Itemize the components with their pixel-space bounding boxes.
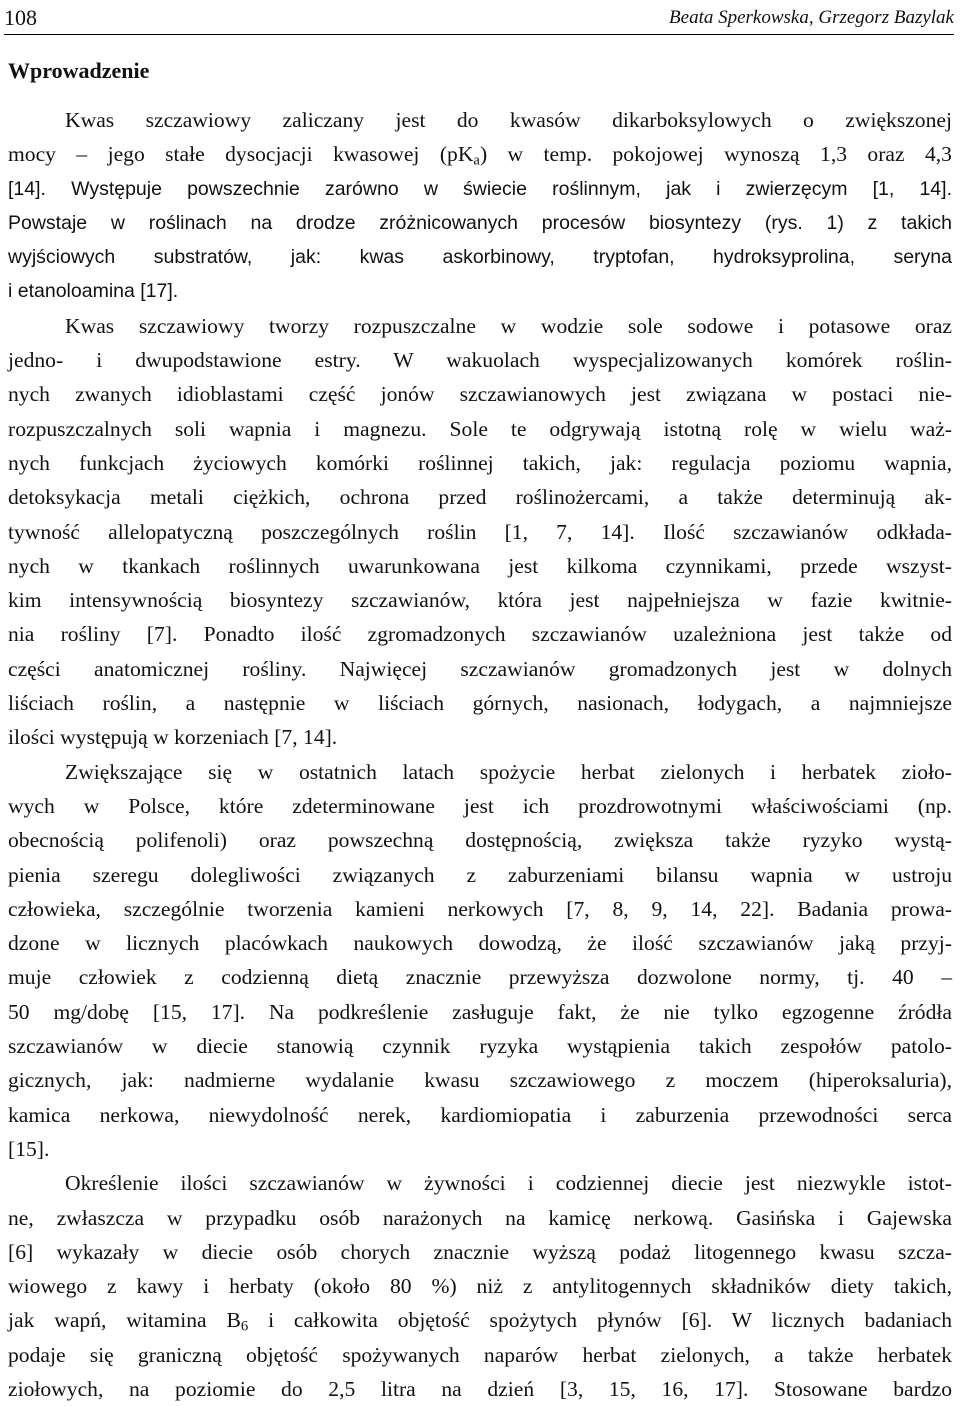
text-line: [15]. bbox=[8, 1136, 50, 1161]
text-line: dzone w licznych placówkach naukowych dowodzą, że ilość szczawianów jaką przyj- bbox=[8, 931, 952, 956]
text-line: części anatomicznej rośliny. Najwięcej szczawianów gromadzonych jest w dolnych bbox=[8, 656, 952, 681]
text-line: wyjściowych substratów, jak: kwas askorbinowy, tryptofan, hydroksyprolina, seryna bbox=[8, 246, 952, 269]
text-line: [6] wykazały w diecie osób chorych znacznie wyższą podaż litogennego kwasu szcza- bbox=[8, 1239, 952, 1264]
text-line: ne, zwłaszcza w przypadku osób narażonych na kamicę nerkową. Gasińska i Gajewska bbox=[8, 1205, 952, 1230]
text-line: Powstaje w roślinach na drodze zróżnicowanych procesów biosyntezy (rys. 1) z takich bbox=[8, 211, 952, 234]
text-fragment: ) w temp. pokojowej wynoszą 1,3 oraz 4,3 bbox=[479, 142, 952, 167]
text-fragment: mocy – jego stałe dysocjacji kwasowej (pK bbox=[8, 142, 474, 167]
text-line: ilości występują w korzeniach [7, 14]. bbox=[8, 725, 338, 750]
text-line: obecnością polifenoli) oraz powszechną dostępnością, zwiększa także ryzyko wystą- bbox=[8, 828, 952, 853]
text-line: kamica nerkowa, niewydolność nerek, kardiomiopatia i zaburzenia przewodności serca bbox=[8, 1102, 952, 1127]
text-line: kim intensywnością biosyntezy szczawianów, która jest najpełniejsza w fazie kwitnie- bbox=[8, 588, 952, 613]
body-text bbox=[8, 103, 952, 1406]
text-line: Zwiększające się w ostatnich latach spożycie herbat zielonych i herbatek zioło- bbox=[65, 759, 952, 784]
text-line bbox=[8, 137, 952, 171]
text-line: tywność allelopatyczną poszczególnych roślin [1, 7, 14]. Ilość szczawianów odkłada- bbox=[8, 519, 952, 544]
text-line: 50 mg/dobę [15, 17]. Na podkreślenie zasługuje fakt, że nie tylko egzogenne źródła bbox=[8, 999, 952, 1024]
text-line: człowieka, szczególnie tworzenia kamieni nerkowych [7, 8, 9, 14, 22]. Badania prowa- bbox=[8, 896, 952, 921]
text-line: wych w Polsce, które zdeterminowane jest ich prozdrowotnymi właściwościami (np. bbox=[8, 793, 952, 818]
subscript-a: a bbox=[473, 152, 480, 169]
subscript-6: 6 bbox=[240, 1319, 249, 1336]
page-number: 108 bbox=[4, 5, 37, 30]
text-line: jedno- i dwupodstawione estry. W wakuolach wyspecjalizowanych komórek roślin- bbox=[8, 348, 952, 373]
running-head bbox=[4, 0, 954, 35]
text-fragment: jak wapń, witamina B bbox=[8, 1308, 241, 1333]
text-line: rozpuszczalnych soli wapnia i magnezu. Sole te odgrywają istotną rolę w wielu waż- bbox=[8, 416, 952, 441]
text-line: ziołowych, na poziomie do 2,5 litra na dzień [3, 15, 16, 17]. Stosowane bardzo bbox=[8, 1376, 952, 1401]
text-line: nych zwanych idioblastami część jonów szczawianowych jest związana w postaci nie- bbox=[8, 382, 952, 407]
text-line: wiowego z kawy i herbaty (około 80 %) niż z antylitogennych składników diety takich, bbox=[8, 1274, 952, 1299]
text-line: szczawianów w diecie stanowią czynnik ryzyka wystąpienia takich zespołów patolo- bbox=[8, 1034, 952, 1059]
text-line: nych funkcjach życiowych komórki roślinnej takich, jak: regulacja poziomu wapnia, bbox=[8, 450, 952, 475]
text-line: [14]. Występuje powszechnie zarówno w świecie roślinnym, jak i zwierzęcym [1, 14]. bbox=[8, 177, 952, 200]
text-line: gicznych, jak: nadmierne wydalanie kwasu szczawiowego z moczem (hiperoksaluria), bbox=[8, 1068, 952, 1093]
text-line: podaje się graniczną objętość spożywanych naparów herbat zielonych, a także herbatek bbox=[8, 1342, 952, 1367]
text-fragment: i całkowita objętość spożytych płynów [6]. W licznych badaniach bbox=[248, 1308, 952, 1333]
text-line: Określenie ilości szczawianów w żywności i codziennej diecie jest niezwykle istot- bbox=[65, 1171, 952, 1196]
text-line: detoksykacja metali ciężkich, ochrona przed roślinożercami, a także determinują ak- bbox=[8, 485, 952, 510]
text-line: Kwas szczawiowy zaliczany jest do kwasów dikarboksylowych o zwiększonej bbox=[65, 108, 952, 132]
text-line: i etanoloamina [17]. bbox=[8, 280, 179, 303]
text-line: liściach roślin, a następnie w liściach górnych, nasionach, łodygach, a najmniejsze bbox=[8, 691, 952, 716]
text-line: Kwas szczawiowy tworzy rozpuszczalne w wodzie sole sodowe i potasowe oraz bbox=[65, 313, 952, 338]
text-line: nia rośliny [7]. Ponadto ilość zgromadzonych szczawianów uzależniona jest także od bbox=[8, 622, 952, 647]
text-line: pienia szeregu dolegliwości związanych z zaburzeniami bilansu wapnia w ustroju bbox=[8, 862, 952, 887]
text-line bbox=[8, 1303, 952, 1337]
text-line: muje człowiek z codzienną dietą znacznie przewyższa dozwolone normy, tj. 40 – bbox=[8, 965, 952, 990]
text-line: nych w tkankach roślinnych uwarunkowana jest kilkoma czynnikami, przede wszyst- bbox=[8, 553, 952, 578]
running-head-authors: Beata Sperkowska, Grzegorz Bazylak bbox=[669, 7, 954, 28]
section-title: Wprowadzenie bbox=[8, 58, 150, 83]
